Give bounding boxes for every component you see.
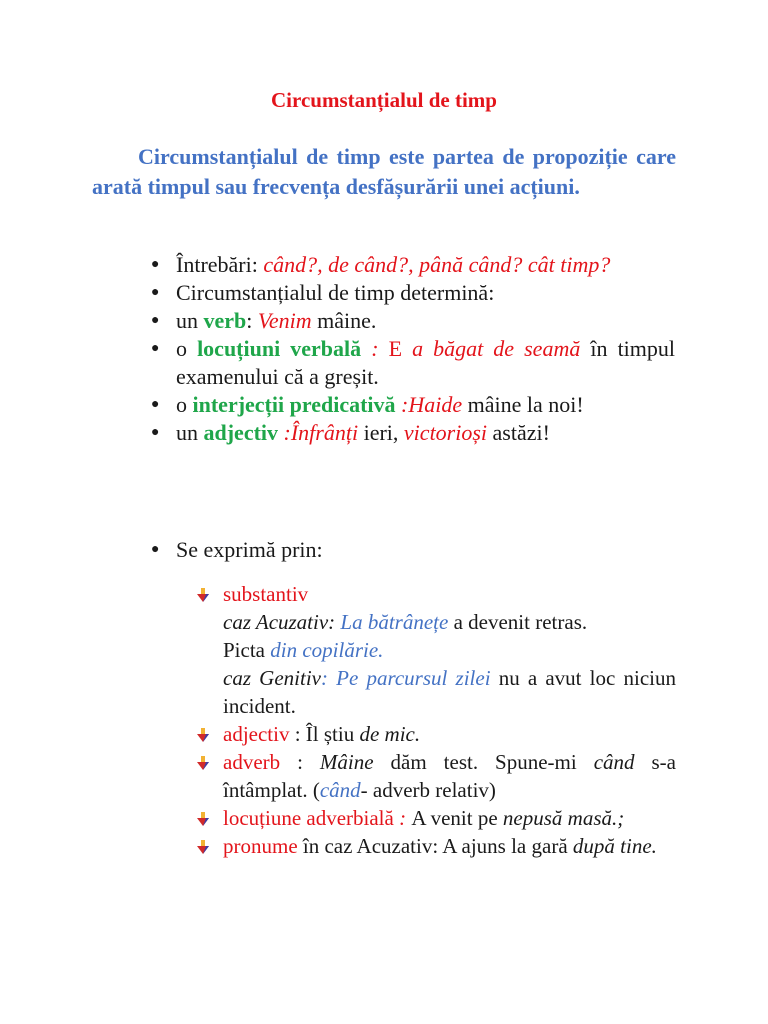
bullet-dot-icon: ● [151,425,160,440]
bullet-dot-icon: ● [151,341,160,356]
list-item-interjection: ● o interjecții predicativă :Haide mâine la noi! [151,392,584,417]
list-item-adjective: ● un adjectiv :Înfrânți ieri, victorioși astăzi! [151,420,550,445]
bullet-list [148,251,675,447]
bullet-dot-icon: ● [151,257,160,272]
list-item-determines: ● Circumstanțialul de timp determină: [151,280,495,305]
bullet-dot-icon: ● [151,313,160,328]
definition-text: este partea de propoziție care arată timpul sau frecvența desfășurării unei acțiuni. [92,144,676,199]
means-item-adverbial-locution: locuțiune adverbială : A venit pe nepusă masă.; [193,804,676,832]
down-arrow-icon [197,840,209,854]
means-item-noun: substantiv caz Acuzativ: La bătrânețe a devenit retras. Picta din copilărie. caz Genitiv: Pe parcursul zilei nu a avut loc niciun incident. [193,580,676,720]
means-item-adverb: adverb : Mâine dăm test. Spune-mi când s-a întâmplat. (când- adverb relativ) [193,748,676,804]
page-title: Circumstanțialul de timp [271,88,497,112]
questions-text: când?, de când?, până când? cât timp? [263,252,611,277]
bullet-list-expressed [148,536,675,564]
down-arrow-icon [197,588,209,602]
means-item-adjective: adjectiv : Îl știu de mic. [193,720,676,748]
bullet-dot-icon: ● [151,285,160,300]
bullet-dot-icon: ● [151,542,160,557]
down-arrow-icon [197,728,209,742]
down-arrow-icon [197,756,209,770]
bullet-dot-icon: ● [151,397,160,412]
definition-paragraph [92,142,676,202]
definition-term: Circumstanțialul de timp [138,144,381,169]
down-arrow-icon [197,812,209,826]
list-item-verbal-locution: ● o locuțiuni verbală : E a băgat de seamă în timpul examenului că a greșit. [151,336,676,389]
means-list [193,580,676,860]
list-item-verb: ● un verb: Venim mâine. [151,308,377,333]
means-item-pronoun: pronume în caz Acuzativ: A ajuns la gară după tine. [193,832,676,860]
list-item-expressed: ● Se exprimă prin: [151,537,323,562]
list-item-questions: ● Întrebări: când?, de când?, până când? cât timp? [151,252,611,277]
